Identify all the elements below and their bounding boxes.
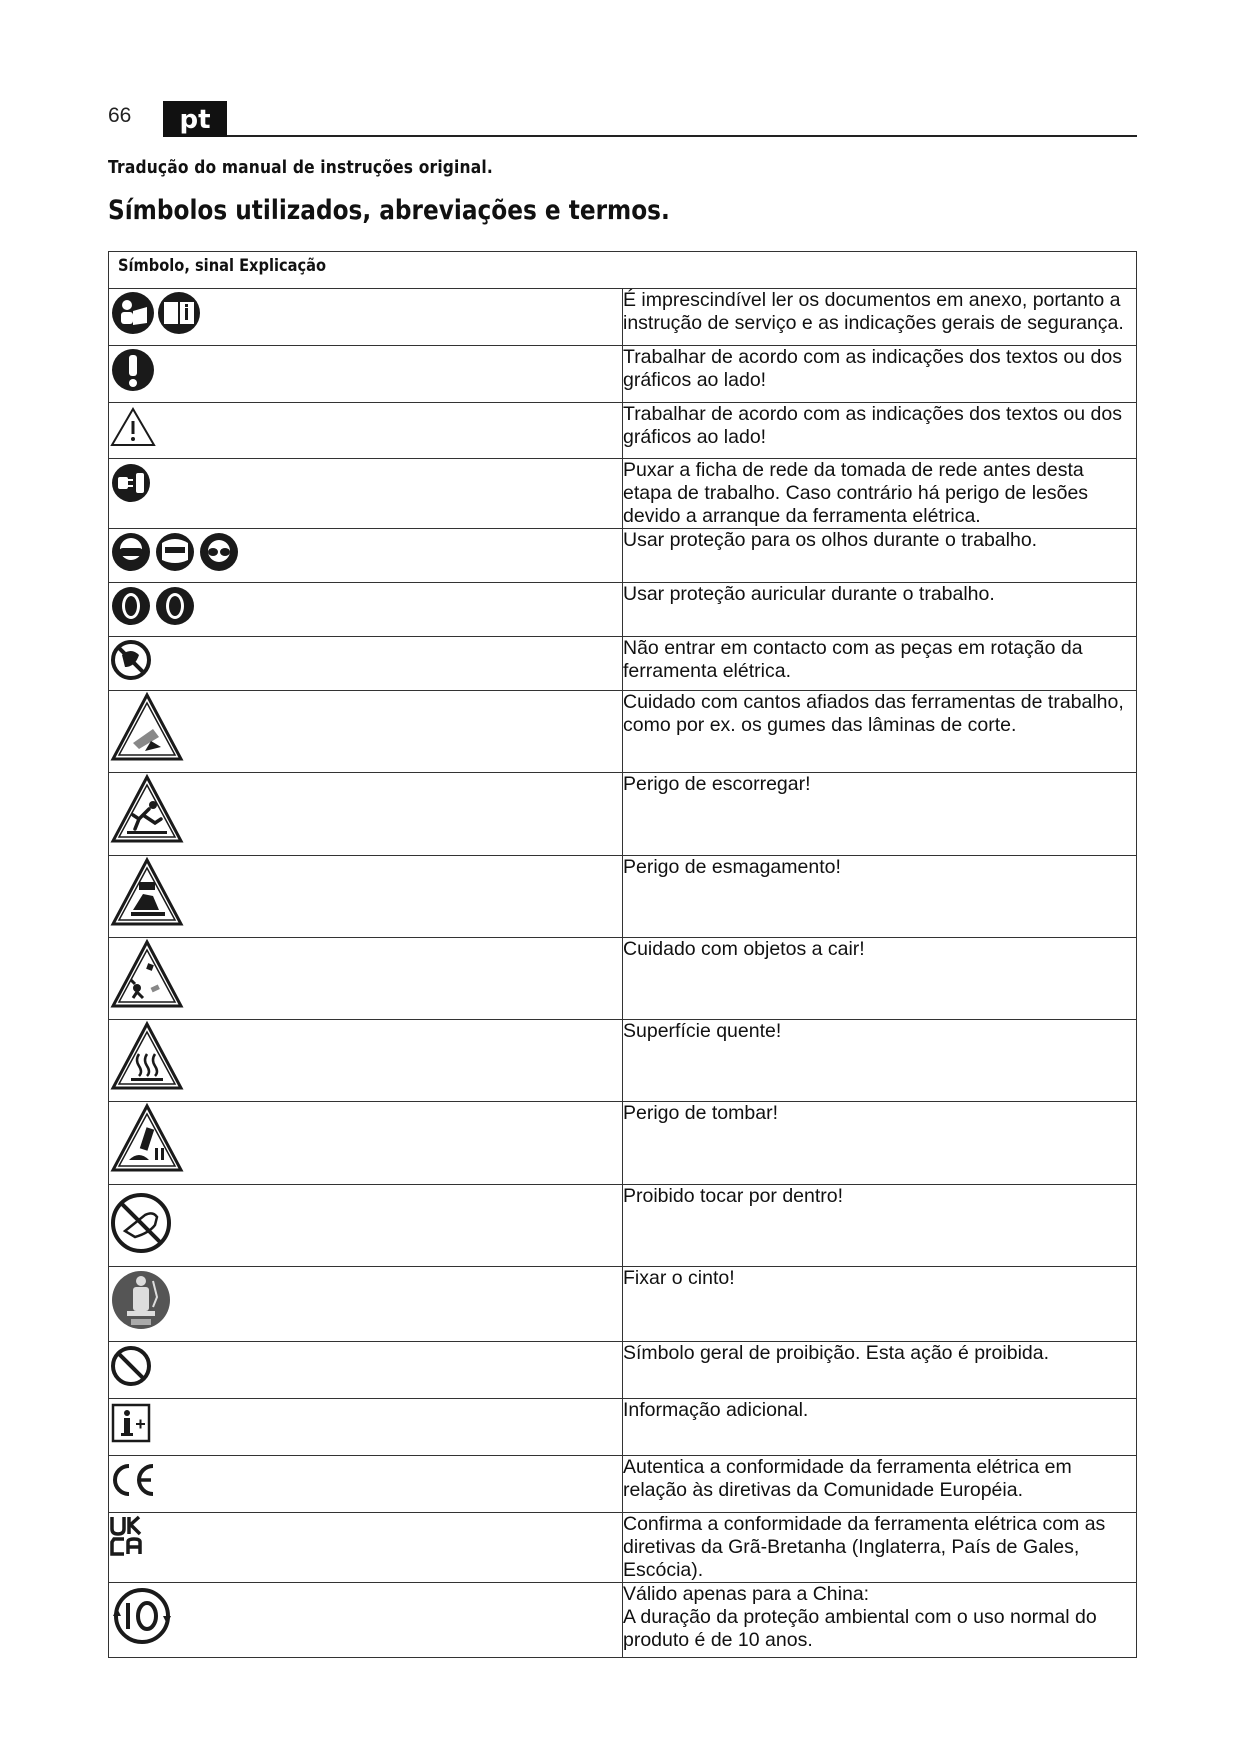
symbol-cell [109,691,623,773]
table-header-label: Símbolo, sinal Explicação [118,256,327,276]
explanation-text: Símbolo geral de proibição. Esta ação é proibida. [623,1342,1050,1364]
explanation-cell [623,691,1137,773]
table-row [109,403,1137,459]
table-row [109,938,1137,1020]
explanation-text: É imprescindível ler os documentos em anexo, portanto a instrução de serviço e as indicações gerais de segurança. [623,289,1124,334]
explanation-cell [623,1513,1137,1583]
unplug-mains-icon [112,464,150,502]
hot-surface-warning-icon [113,1024,181,1088]
symbol-cell [109,773,623,856]
symbol-cell [109,1102,623,1185]
explanation-text: Proibido tocar por dentro! [623,1185,844,1207]
symbol-cell [109,1399,623,1456]
explanation-cell [623,1020,1137,1102]
symbol-cell [109,856,623,938]
table-row [109,1185,1137,1267]
explanation-text: Perigo de tombar! [623,1102,779,1124]
table-row [109,773,1137,856]
explanation-cell [623,1342,1137,1399]
information-book-icon [158,292,200,334]
symbol-cell [109,637,623,691]
explanation-cell [623,1102,1137,1185]
symbol-cell [109,403,623,459]
crush-hazard-warning-icon [113,860,181,924]
explanation-cell [623,346,1137,403]
explanation-cell [623,1583,1137,1658]
table-row [109,1267,1137,1342]
explanation-cell [623,529,1137,583]
explanation-text: Fixar o cinto! [623,1267,735,1289]
symbol-cell [109,1342,623,1399]
table-row [109,637,1137,691]
table-row [109,856,1137,938]
table-row [109,1399,1137,1456]
table-row [109,1020,1137,1102]
symbol-cell [109,1456,623,1513]
explanation-text: A duração da proteção ambiental com o uso normal do produto é de 10 anos. [623,1606,1097,1651]
symbol-cell [109,346,623,403]
explanation-text: Trabalhar de acordo com as indicações dos textos ou dos gráficos ao lado! [623,346,1122,391]
safety-glasses-icon [200,533,238,571]
ear-protection-icon [112,587,150,625]
explanation-cell [623,583,1137,637]
explanation-text: Perigo de esmagamento! [623,856,841,878]
symbol-cell [109,1020,623,1102]
symbol-cell [109,583,623,637]
explanation-text: Usar proteção auricular durante o trabalho. [623,583,995,605]
table-row [109,583,1137,637]
explanation-cell [623,1185,1137,1267]
explanation-text: Trabalhar de acordo com as indicações dos textos ou dos gráficos ao lado! [623,403,1122,448]
explanation-text: Cuidado com cantos afiados das ferramentas de trabalho, como por ex. os gumes das lâminas de corte. [623,691,1124,736]
explanation-cell [623,1267,1137,1342]
explanation-cell [623,459,1137,529]
sharp-edges-warning-icon [113,695,181,759]
explanation-text: Informação adicional. [623,1399,809,1421]
table-row [109,1456,1137,1513]
explanation-text: Perigo de escorregar! [623,773,811,795]
explanation-text: Autentica a conformidade da ferramenta elétrica em relação às diretivas da Comunidade Européia. [623,1456,1072,1501]
ear-muffs-icon [156,587,194,625]
page-number: 66 [108,104,132,127]
fasten-belt-icon [112,1271,170,1329]
explanation-text: Não entrar em contacto com as peças em rotação da ferramenta elétrica. [623,637,1083,682]
tipping-hazard-warning-icon [113,1106,181,1170]
read-manual-icon [112,292,154,334]
symbols-table [108,251,1137,1658]
symbol-cell [109,1583,623,1658]
china-10-years-icon [113,1590,171,1642]
explanation-text: Confirma a conformidade da ferramenta elétrica com as diretivas da Grã-Bretanha (Inglaterra, País de Gales, Escócia). [623,1513,1106,1581]
language-badge: pt [163,101,227,137]
no-touch-rotating-icon [113,642,149,678]
table-row [109,529,1137,583]
table-row [109,459,1137,529]
table-row [109,1102,1137,1185]
exclamation-mandatory-icon [112,349,154,391]
page-title: Símbolos utilizados, abreviações e termos. [108,195,670,226]
symbol-cell [109,1185,623,1267]
header-rule [227,135,1137,137]
symbol-cell [109,1513,623,1583]
explanation-cell [623,289,1137,346]
general-prohibition-icon [113,1348,149,1384]
explanation-text: Puxar a ficha de rede da tomada de rede antes desta etapa de trabalho. Caso contrário há perigo de lesões devido a arranque da ferramenta elétrica. [623,459,1089,527]
explanation-text: Cuidado com objetos a cair! [623,938,865,960]
explanation-cell [623,403,1137,459]
goggles-icon [112,533,150,571]
subtitle: Tradução do manual de instruções original. [108,157,493,178]
explanation-text: Usar proteção para os olhos durante o trabalho. [623,529,1038,551]
warning-triangle-icon [112,409,154,445]
symbol-cell [109,459,623,529]
table-row [109,1513,1137,1583]
symbol-cell [109,529,623,583]
explanation-cell [623,1456,1137,1513]
explanation-text: Superfície quente! [623,1020,782,1042]
explanation-cell [623,637,1137,691]
explanation-cell [623,938,1137,1020]
face-shield-icon [156,533,194,571]
slip-hazard-warning-icon [113,777,181,841]
explanation-cell [623,856,1137,938]
symbol-cell [109,289,623,346]
explanation-cell [623,1399,1137,1456]
explanation-text: Válido apenas para a China: [623,1583,870,1605]
ukca-mark-icon [112,1517,140,1554]
table-row [109,1342,1137,1399]
table-row [109,289,1137,346]
ce-mark-icon [115,1466,153,1494]
symbol-cell [109,938,623,1020]
table-header-row [109,252,1137,289]
falling-objects-warning-icon [113,942,181,1006]
table-row [109,346,1137,403]
symbol-cell [109,1267,623,1342]
no-reaching-in-icon [113,1195,169,1251]
table-row [109,691,1137,773]
additional-info-icon [113,1405,149,1441]
table-header [109,252,1137,289]
explanation-cell [623,773,1137,856]
table-row [109,1583,1137,1658]
